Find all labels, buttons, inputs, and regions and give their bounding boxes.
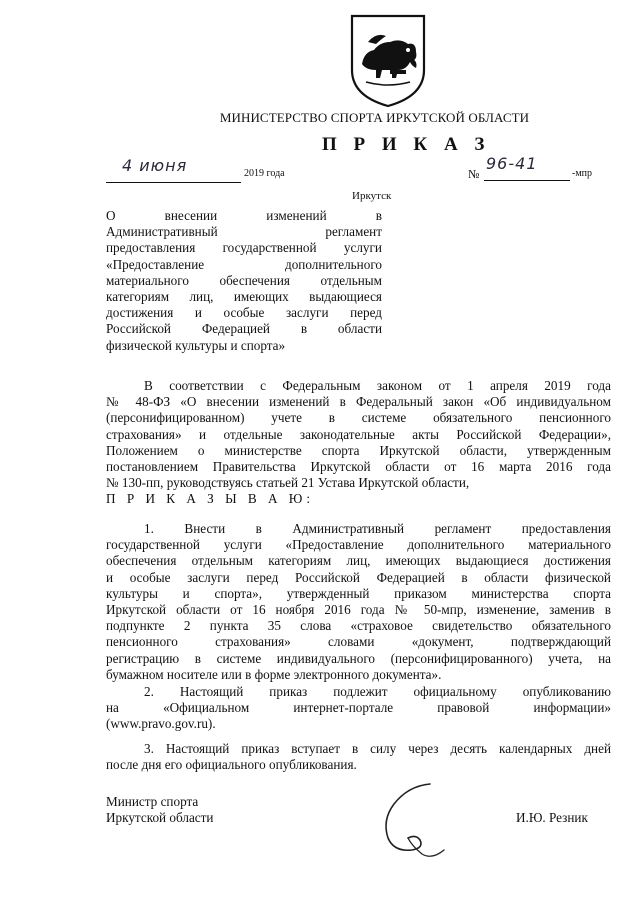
item-line: подпункте 2 пункта 35 слова «страховое свидетельство обязательного <box>106 618 611 634</box>
order-subject <box>106 208 382 354</box>
handwritten-date: 4 июня <box>122 156 188 175</box>
date-year: 2019 года <box>244 168 285 179</box>
number-sign: № <box>468 167 480 181</box>
item-1 <box>106 521 611 683</box>
item-line: культуры и спорта», утвержденный приказом министерства спорта <box>106 585 611 601</box>
decree-word: П Р И К А З Ы В А Ю: <box>106 491 315 507</box>
coat-of-arms-icon <box>346 12 430 108</box>
item-line: государственной услуги «Предоставление дополнительного материального <box>106 537 611 553</box>
signatory-name: И.Ю. Резник <box>516 810 588 825</box>
item-line: (www.pravo.gov.ru). <box>106 716 216 732</box>
preamble-line: В соответствии с Федеральным законом от 1 апреля 2019 года <box>144 378 611 393</box>
subject-line: «Предоставление дополнительного <box>106 256 382 272</box>
preamble-line: (персонифицированном) учете в системе обязательного пенсионного <box>106 410 611 426</box>
number-suffix: -мпр <box>572 168 593 179</box>
item-line: Иркутской области от 16 ноября 2016 года № 50-мпр, изменение, заменив в <box>106 602 611 618</box>
preamble-line: страхования» и отдельные законодательные акты Российской Федерации», <box>106 426 611 442</box>
item-line: и особые заслуги перед Российской Федерацией в области физической <box>106 569 611 585</box>
item-line: на «Официальном интернет-портале правовой информации» <box>106 700 611 716</box>
signatory-position: Министр спорта Иркутской области <box>106 794 214 826</box>
preamble-line: Положением о министерстве спорта Иркутской области, утвержденным <box>106 442 611 458</box>
subject-line: Российской Федерацией в области <box>106 321 382 337</box>
ministry-name: МИНИСТЕРСТВО СПОРТА ИРКУТСКОЙ ОБЛАСТИ <box>219 110 530 125</box>
preamble-line: постановлением Правительства Иркутской области от 16 марта 2016 года <box>106 459 611 475</box>
city-label: Иркутск <box>352 190 392 202</box>
document-title: П Р И К А З <box>322 134 491 155</box>
handwritten-number: 96-41 <box>486 154 538 173</box>
item-line: пенсионного страхования» словами «документ, подтверждающий <box>106 634 611 650</box>
subject-line: Административный регламент <box>106 224 382 240</box>
preamble-line: № 130-пп, руководствуясь статьей 21 Устава Иркутской области, <box>106 475 470 491</box>
handwritten-signature <box>368 776 468 866</box>
subject-line: физической культуры и спорта» <box>106 337 286 353</box>
subject-line: материального обеспечения отдельным <box>106 272 382 288</box>
item-line: регистрацию в системе индивидуального (персонифицированного) учета, на <box>106 650 611 666</box>
item-2 <box>106 684 611 733</box>
subject-line: категориям лиц, имеющих выдающиеся <box>106 289 382 305</box>
item-line: бумажном носителе или в форме электронного документа». <box>106 666 442 682</box>
item-line: 3. Настоящий приказ вступает в силу через десять календарных дней <box>144 741 611 756</box>
preamble <box>106 378 611 508</box>
item-3 <box>106 741 611 773</box>
preamble-line: № 48-ФЗ «О внесении изменений в Федеральный закон «Об индивидуальном <box>106 394 611 410</box>
subject-line: О внесении изменений в <box>106 208 382 223</box>
item-line: 1. Внести в Административный регламент предоставления <box>144 521 611 536</box>
item-line: после дня его официального опубликования. <box>106 757 357 773</box>
subject-line: предоставления государственной услуги <box>106 240 382 256</box>
item-line: 2. Настоящий приказ подлежит официальному опубликованию <box>144 684 611 699</box>
subject-line: достижения и особые заслуги перед <box>106 305 382 321</box>
item-line: обеспечения отдельным категориям лиц, имеющих выдающиеся достижения <box>106 553 611 569</box>
